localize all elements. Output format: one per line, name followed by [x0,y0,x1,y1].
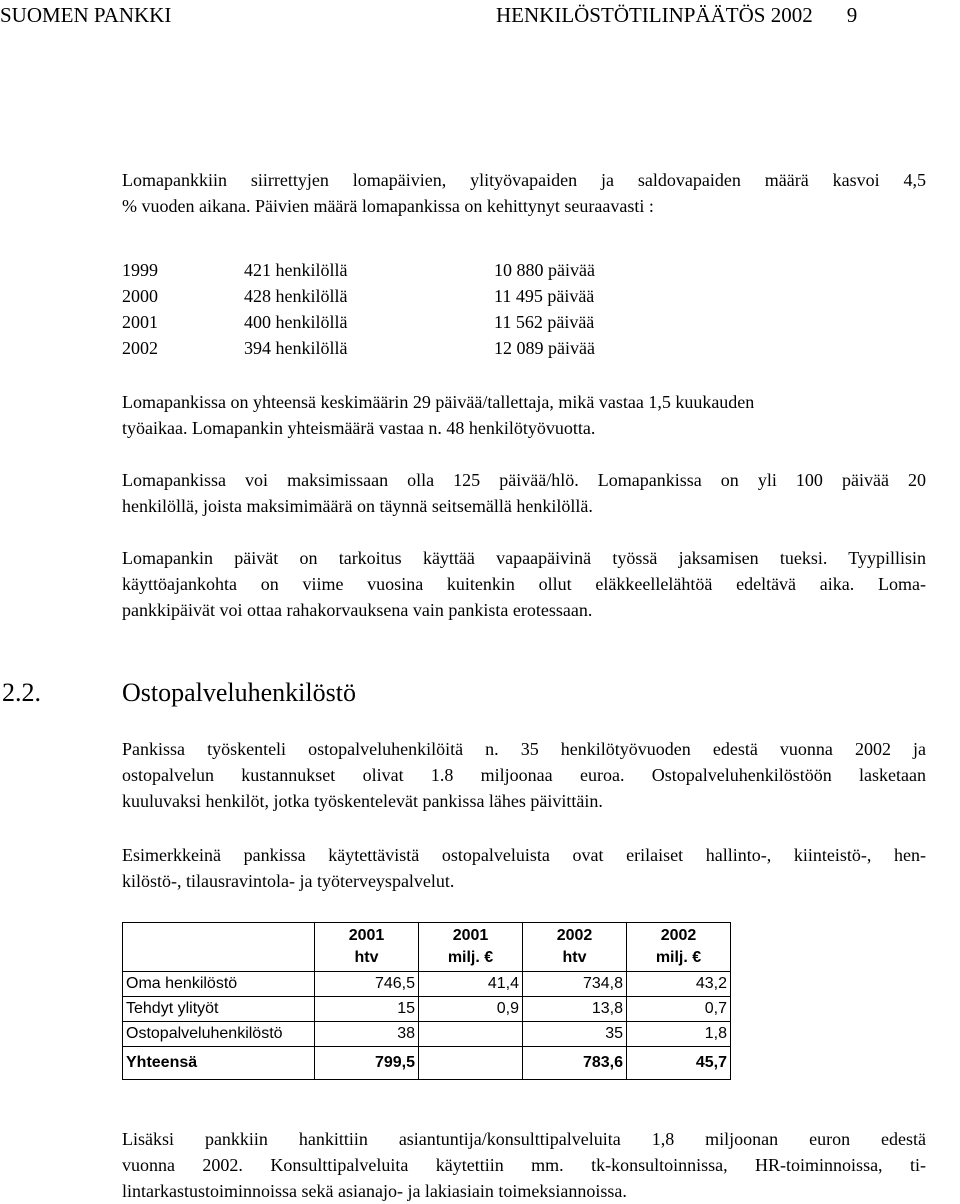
para3-line-2: henkilöllä, joista maksimimäärä on täynnä seitsemällä henkilöllä. [122,496,593,516]
table-cell: 45,7 [627,1047,731,1080]
stat-row [122,309,722,335]
table-total-row [123,1047,731,1080]
page-number: 9 [846,3,858,27]
para7-line-1: Lisäksi pankkiin hankittiin asiantuntija/konsulttipalveluita 1,8 miljoonan euron edestä [122,1129,926,1149]
table-cell: 15 [315,997,419,1022]
column-unit: milj. € [655,949,702,966]
usage-paragraph [122,545,926,623]
stat-row [122,283,722,309]
para4-line-2: käyttöajankohta on viime vuosina kuitenkin ollut eläkkeellelähtöä edeltävä aika. Loma- [122,574,926,594]
table-header-row [123,923,731,972]
stat-days: 10 880 päivää [494,260,595,280]
table-cell: 35 [523,1022,627,1047]
table-cell: 41,4 [419,972,523,997]
stat-year: 2000 [122,286,158,306]
table-row [123,997,731,1022]
section-number: 2.2. [2,678,41,707]
column-header [315,923,419,972]
column-unit: milj. € [447,949,494,966]
row-label: Ostopalveluhenkilöstö [123,1022,315,1047]
examples-paragraph [122,842,926,894]
para7-line-3: lintarkastustoiminnoissa sekä asianajo- ja lakiasiain toimeksiannoissa. [122,1181,627,1201]
column-unit: htv [562,949,587,966]
para4-line-1: Lomapankin päivät on tarkoitus käyttää vapaapäivinä työssä jaksamisen tueksi. Tyypillisin [122,548,926,568]
stat-row [122,257,722,283]
para2-line-1: Lomapankissa on yhteensä keskimäärin 29 päivää/tallettaja, mikä vastaa 1,5 kuukauden [122,392,755,412]
table-row [123,972,731,997]
intro-line-1: Lomapankkiin siirrettyjen lomapäivien, ylityövapaiden ja saldovapaiden määrä kasvoi 4,5 [122,170,926,190]
column-unit: htv [354,949,379,966]
table-cell: 783,6 [523,1047,627,1080]
outsourced-staff-paragraph [122,736,926,814]
header-report-title: HENKILÖSTÖTILINPÄÄTÖS 2002 [496,3,813,27]
table-cell: 38 [315,1022,419,1047]
row-label: Yhteensä [123,1047,315,1080]
table-cell: 1,8 [627,1022,731,1047]
column-year: 2001 [348,927,385,944]
intro-line-2: % vuoden aikana. Päivien määrä lomapankissa on kehittynyt seuraavasti : [122,196,654,216]
para5-line-3: kuuluvaksi henkilöt, jotka työskentelevät pankissa lähes päivittäin. [122,791,603,811]
stat-persons: 400 henkilöllä [244,312,348,332]
stat-persons: 394 henkilöllä [244,338,348,358]
para3-line-1: Lomapankissa voi maksimissaan olla 125 päivää/hlö. Lomapankissa on yli 100 päivää 20 [122,470,926,490]
stat-persons: 428 henkilöllä [244,286,348,306]
maximum-days-paragraph [122,467,926,519]
table-cell [419,1022,523,1047]
column-year: 2002 [660,927,697,944]
intro-paragraph [122,167,926,219]
stat-days: 12 089 päivää [494,338,595,358]
table-cell: 43,2 [627,972,731,997]
para2-line-2: työaikaa. Lomapankin yhteismäärä vastaa n. 48 henkilötyövuotta. [122,418,596,438]
column-header [523,923,627,972]
outsourcing-cost-table [122,922,731,1080]
table-cell: 13,8 [523,997,627,1022]
table-corner [123,923,315,972]
stat-year: 1999 [122,260,158,280]
para6-line-1: Esimerkkeinä pankissa käytettävistä ostopalveluista ovat erilaiset hallinto-, kiinteistö-, hen- [122,845,926,865]
stat-row [122,335,722,361]
table-cell: 799,5 [315,1047,419,1080]
column-year: 2001 [452,927,489,944]
table-cell: 0,7 [627,997,731,1022]
stat-year: 2002 [122,338,158,358]
header-org: SUOMEN PANKKI [0,3,172,27]
consulting-paragraph [122,1126,926,1204]
section-heading [2,676,356,710]
stat-days: 11 495 päivää [494,286,595,306]
table-cell: 0,9 [419,997,523,1022]
stat-year: 2001 [122,312,158,332]
column-header [627,923,731,972]
table-cell [419,1047,523,1080]
section-title: Ostopalveluhenkilöstö [122,678,356,707]
header-title [496,3,857,28]
table-row [123,1022,731,1047]
table-cell: 734,8 [523,972,627,997]
stat-persons: 421 henkilöllä [244,260,348,280]
para4-line-3: pankkipäivät voi ottaa rahakorvauksena vain pankista erotessaan. [122,600,593,620]
holiday-bank-stats [122,257,722,361]
para6-line-2: kilöstö-, tilausravintola- ja työterveyspalvelut. [122,871,455,891]
column-year: 2002 [556,927,593,944]
table-cell: 746,5 [315,972,419,997]
column-header [419,923,523,972]
para5-line-1: Pankissa työskenteli ostopalveluhenkilöitä n. 35 henkilötyövuoden edestä vuonna 2002 ja [122,739,926,759]
para7-line-2: vuonna 2002. Konsulttipalveluita käytettiin mm. tk-konsultoinnissa, HR-toiminnoissa, ti- [122,1155,926,1175]
para5-line-2: ostopalvelun kustannukset olivat 1.8 miljoonaa euroa. Ostopalveluhenkilöstöön lasketaan [122,765,926,785]
stat-days: 11 562 päivää [494,312,595,332]
row-label: Tehdyt ylityöt [123,997,315,1022]
row-label: Oma henkilöstö [123,972,315,997]
average-days-paragraph [122,389,926,441]
